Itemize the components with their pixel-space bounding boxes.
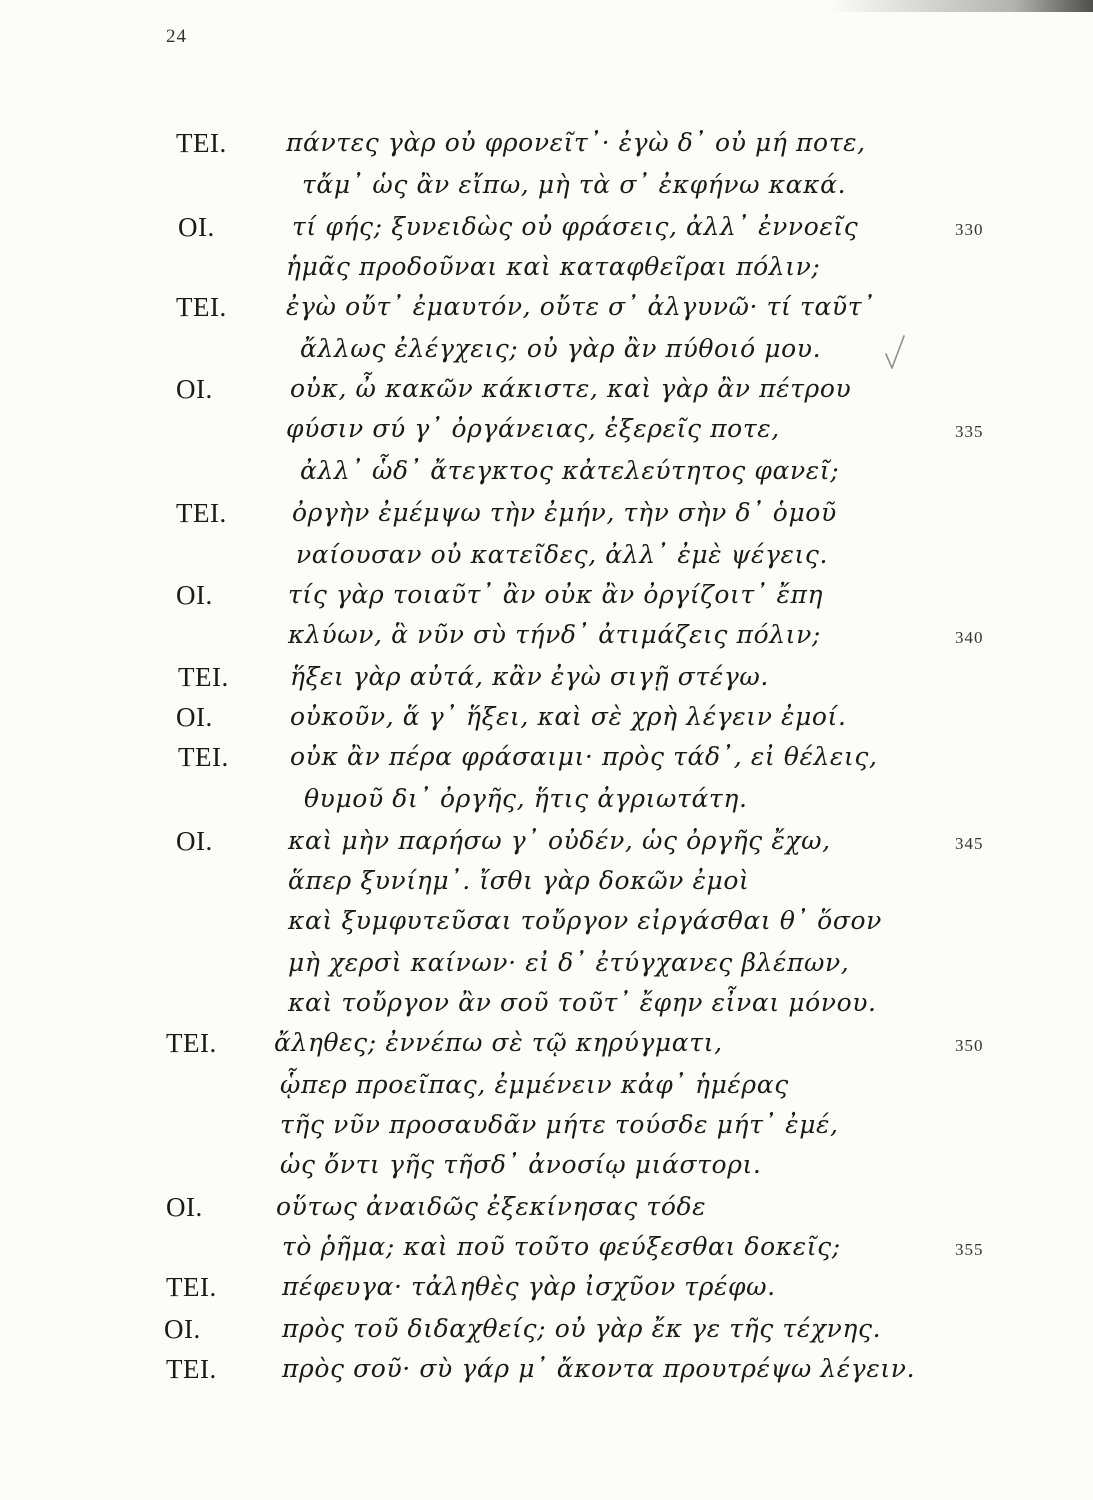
verse-line xyxy=(0,334,1093,376)
verse-text: καὶ τοὔργον ἂν σοῦ τοῦτ᾽ ἔφην εἶναι μόνου. xyxy=(288,988,877,1017)
verse-text: ἐγὼ οὔτ᾽ ἐμαυτόν, οὔτε σ᾽ ἀλγυνῶ· τί ταῦτ᾽ xyxy=(286,292,876,321)
verse-text: φύσιν σύ γ᾽ ὀργάνειας, ἐξερεῖς ποτε, xyxy=(286,414,780,443)
line-number: 345 xyxy=(955,834,984,853)
line-number: 330 xyxy=(955,220,984,239)
speaker-label: ΟΙ. xyxy=(176,580,213,610)
verse-text: ἅπερ ξυνίημ᾽. ἴσθι γὰρ δοκῶν ἐμοὶ xyxy=(288,866,750,895)
verse-text: ᾧπερ προεῖπας, ἐμμένειν κἀφ᾽ ἡμέρας xyxy=(280,1070,789,1099)
verse-line xyxy=(0,826,1093,868)
speaker-label: ΤΕΙ. xyxy=(176,292,227,322)
verse-line xyxy=(0,1314,1093,1356)
verse-line xyxy=(0,866,1093,908)
verse-text: ἥξει γὰρ αὐτά, κἂν ἐγὼ σιγῇ στέγω. xyxy=(290,662,769,691)
speaker-label: ΤΕΙ. xyxy=(166,1272,217,1302)
verse-line xyxy=(0,1354,1093,1396)
verse-line xyxy=(0,252,1093,294)
verse-text: πάντες γὰρ οὐ φρονεῖτ᾽· ἐγὼ δ᾽ οὐ μή ποτε, xyxy=(286,128,866,157)
line-number: 340 xyxy=(955,628,984,647)
verse-text: πρὸς σοῦ· σὺ γάρ μ᾽ ἄκοντα προυτρέψω λέγειν. xyxy=(282,1354,916,1383)
line-number: 350 xyxy=(955,1036,984,1055)
verse-text: οὐκ, ὦ κακῶν κάκιστε, καὶ γὰρ ἂν πέτρου xyxy=(290,374,852,403)
pencil-check-mark xyxy=(884,332,908,372)
verse-line xyxy=(0,702,1093,744)
verse-text: τῆς νῦν προσαυδᾶν μήτε τούσδε μήτ᾽ ἐμέ, xyxy=(280,1110,839,1139)
verse-line xyxy=(0,374,1093,416)
verse-text: θυμοῦ δι᾽ ὀργῆς, ἥτις ἀγριωτάτη. xyxy=(304,784,748,813)
speaker-label: ΤΕΙ. xyxy=(178,742,229,772)
verse-text: πέφευγα· τἀληθὲς γὰρ ἰσχῦον τρέφω. xyxy=(282,1272,776,1301)
verse-line xyxy=(0,1028,1093,1070)
verse-text: ὡς ὄντι γῆς τῆσδ᾽ ἀνοσίῳ μιάστορι. xyxy=(280,1150,762,1179)
verse-line xyxy=(0,948,1093,990)
speaker-label: ΤΕΙ. xyxy=(176,128,227,158)
line-number: 335 xyxy=(955,422,984,441)
verse-text: ἡμᾶς προδοῦναι καὶ καταφθεῖραι πόλιν; xyxy=(286,252,821,281)
verse-line xyxy=(0,540,1093,582)
verse-line xyxy=(0,906,1093,948)
verse-text: ἀλλ᾽ ὧδ᾽ ἄτεγκτος κἀτελεύτητος φανεῖ; xyxy=(300,456,840,485)
verse-line xyxy=(0,1150,1093,1192)
verse-text: ναίουσαν οὐ κατεῖδες, ἀλλ᾽ ἐμὲ ψέγεις. xyxy=(296,540,829,569)
verse-line xyxy=(0,456,1093,498)
verse-line xyxy=(0,620,1093,662)
line-number: 355 xyxy=(955,1240,984,1259)
verse-line xyxy=(0,988,1093,1030)
verse-line xyxy=(0,1192,1093,1234)
verse-text: τί φής; ξυνειδὼς οὐ φράσεις, ἀλλ᾽ ἐννοεῖς xyxy=(292,212,859,241)
verse-line xyxy=(0,1070,1093,1112)
speaker-label: ΤΕΙ. xyxy=(176,498,227,528)
page-edge-shadow xyxy=(830,0,1093,12)
speaker-label: ΟΙ. xyxy=(164,1314,201,1344)
verse-text: οὕτως ἀναιδῶς ἐξεκίνησας τόδε xyxy=(276,1192,707,1221)
verse-line xyxy=(0,742,1093,784)
verse-text: οὐκοῦν, ἅ γ᾽ ἥξει, καὶ σὲ χρὴ λέγειν ἐμοί. xyxy=(290,702,847,731)
verse-text: κλύων, ἃ νῦν σὺ τήνδ᾽ ἀτιμάζεις πόλιν; xyxy=(288,620,821,649)
speaker-label: ΤΕΙ. xyxy=(178,662,229,692)
verse-text: ὀργὴν ἐμέμψω τὴν ἐμήν, τὴν σὴν δ᾽ ὁμοῦ xyxy=(292,498,837,527)
verse-line xyxy=(0,128,1093,170)
verse-line xyxy=(0,170,1093,212)
speaker-label: ΟΙ. xyxy=(176,702,213,732)
verse-line xyxy=(0,1272,1093,1314)
verse-text: τἄμ᾽ ὡς ἂν εἴπω, μὴ τὰ σ᾽ ἐκφήνω κακά. xyxy=(302,170,847,199)
verse-line xyxy=(0,1110,1093,1152)
speaker-label: ΟΙ. xyxy=(176,826,213,856)
verse-text: καὶ μὴν παρήσω γ᾽ οὐδέν, ὡς ὀργῆς ἔχω, xyxy=(288,826,831,855)
speaker-label: ΤΕΙ. xyxy=(166,1028,217,1058)
verse-text: τὸ ῥῆμα; καὶ ποῦ τοῦτο φεύξεσθαι δοκεῖς; xyxy=(282,1232,841,1261)
speaker-label: ΟΙ. xyxy=(176,374,213,404)
verse-text: καὶ ξυμφυτεῦσαι τοὔργον εἰργάσθαι θ᾽ ὅσον xyxy=(288,906,882,935)
page-number: 24 xyxy=(166,26,187,47)
verse-line xyxy=(0,662,1093,704)
speaker-label: ΤΕΙ. xyxy=(166,1354,217,1384)
verse-text: ἄληθες; ἐννέπω σὲ τῷ κηρύγματι, xyxy=(274,1028,723,1057)
verse-text: τίς γὰρ τοιαῦτ᾽ ἂν οὐκ ἂν ὀργίζοιτ᾽ ἔπη xyxy=(288,580,824,609)
speaker-label: ΟΙ. xyxy=(166,1192,203,1222)
verse-line xyxy=(0,212,1093,254)
verse-text: ἄλλως ἐλέγχεις; οὐ γὰρ ἂν πύθοιό μου. xyxy=(300,334,822,363)
verse-line xyxy=(0,1232,1093,1274)
verse-line xyxy=(0,784,1093,826)
speaker-label: ΟΙ. xyxy=(178,212,215,242)
verse-line xyxy=(0,580,1093,622)
verse-text: οὐκ ἂν πέρα φράσαιμι· πρὸς τάδ᾽, εἰ θέλεις, xyxy=(290,742,878,771)
verse-text: μὴ χερσὶ καίνων· εἰ δ᾽ ἐτύγχανες βλέπων, xyxy=(288,948,850,977)
verse-line xyxy=(0,498,1093,540)
verse-line xyxy=(0,292,1093,334)
verse-line xyxy=(0,414,1093,456)
verse-text: πρὸς τοῦ διδαχθείς; οὐ γὰρ ἔκ γε τῆς τέχνης. xyxy=(282,1314,882,1343)
